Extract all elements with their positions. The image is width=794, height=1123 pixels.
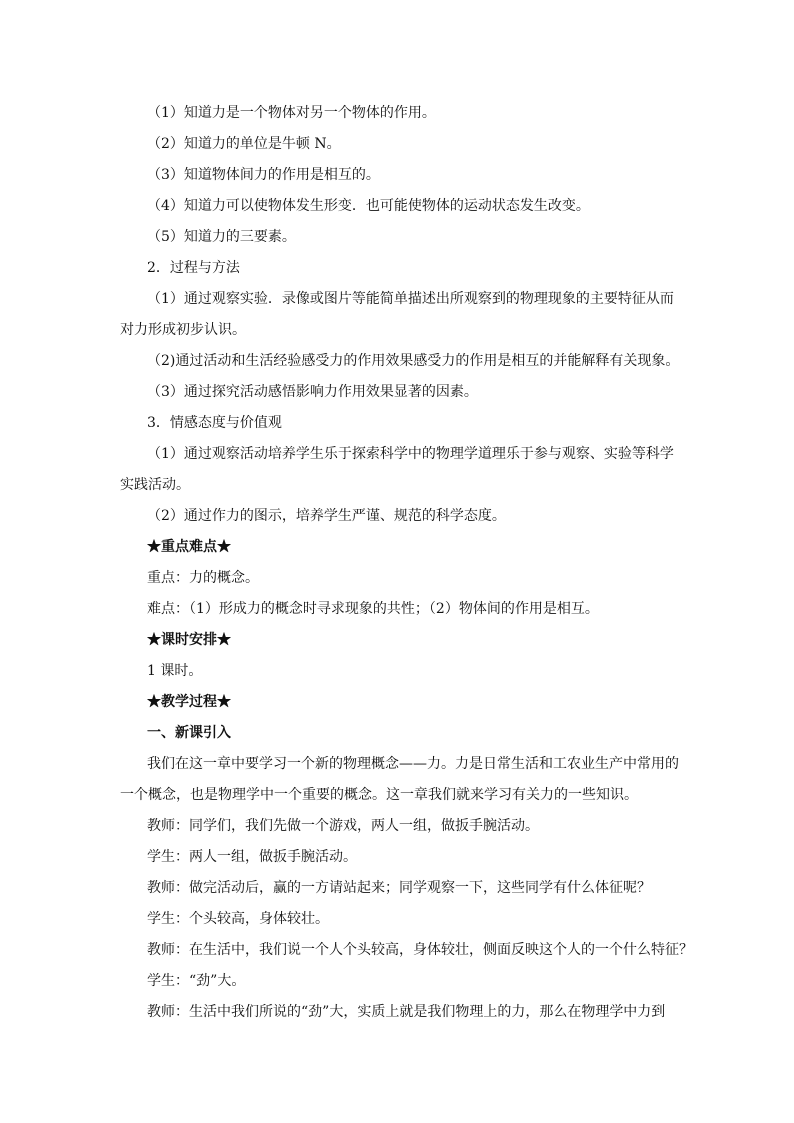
text-line: （3）知道物体间力的作用是相互的。 [147,167,380,183]
text-line: 1 课时。 [147,663,203,679]
text-line: 实践活动。 [120,477,190,493]
text-line: 2．过程与方法 [147,260,240,276]
text-line: （1）知道力是一个物体对另一个物体的作用。 [147,105,436,121]
text-line: 学生：“劲”大。 [147,973,246,989]
text-line: 教师：做完活动后，赢的一方请站起来；同学观察一下，这些同学有什么体征呢？ [147,880,651,896]
section-heading: ★课时安排★ [147,632,231,648]
text-line: 3．情感态度与价值观 [147,415,282,431]
text-line: 学生：个头较高，身体较壮。 [147,911,329,927]
text-line: 教师：生活中我们所说的“劲”大，实质上就是我们物理上的力，那么在物理学中力到 [147,1004,666,1020]
text-line: （3）通过探究活动感悟影响力作用效果显著的因素。 [147,384,478,400]
document-body [120,98,693,1028]
text-line: 教师：在生活中，我们说一个人个头较高，身体较壮，侧面反映这个人的一个什么特征？ [147,942,693,958]
text-line: （1）通过观察活动培养学生乐于探索科学中的物理学道理乐于参与观察、实验等科学 [147,446,674,462]
text-line: （2）通过作力的图示，培养学生严谨、规范的科学态度。 [147,508,506,524]
text-line: 我们在这一章中要学习一个新的物理概念——力。力是日常生活和工农业生产中常用的 [147,756,679,772]
text-line: （1）通过观察实验．录像或图片等能简单描述出所观察到的物理现象的主要特征从而 [147,291,674,307]
text-line: 教师：同学们，我们先做一个游戏，两人一组，做扳手腕活动。 [147,818,539,834]
text-line: 一个概念，也是物理学中一个重要的概念。这一章我们就来学习有关力的一些知识。 [120,787,638,803]
text-line: 学生：两人一组，做扳手腕活动。 [147,849,357,865]
text-line: 对力形成初步认识。 [120,322,246,338]
section-heading: ★重点难点★ [147,539,231,555]
text-line: （2)通过活动和生活经验感受力的作用效果感受力的作用是相互的并能解释有关现象。 [147,353,680,369]
text-line: 难点：（1）形成力的概念时寻求现象的共性；（2）物体间的作用是相互。 [147,601,599,617]
text-line: （4）知道力可以使物体发生形变．也可能使物体的运动状态发生改变。 [147,198,590,214]
section-heading: 一、新课引入 [147,725,231,741]
text-line: （2）知道力的单位是牛顿 N。 [147,136,341,152]
text-line: 重点：力的概念。 [147,570,259,586]
section-heading: ★教学过程★ [147,694,231,710]
text-line: （5）知道力的三要素。 [147,229,296,245]
